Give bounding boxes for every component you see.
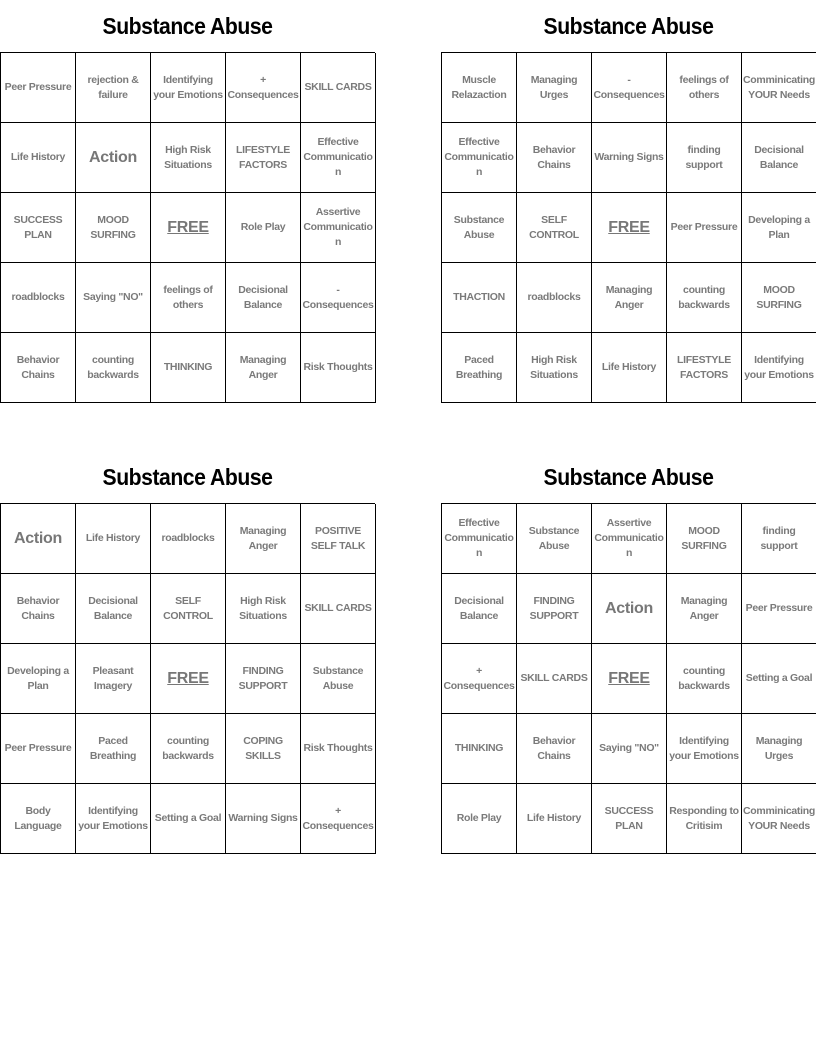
bingo-cell (592, 504, 667, 574)
bingo-cell (592, 123, 667, 193)
bingo-cell (226, 123, 301, 193)
free-space-label: FREE (167, 219, 209, 236)
bingo-cell-label: Substance Abuse (453, 213, 505, 241)
bingo-cell-label: SKILL CARDS (304, 602, 372, 614)
bingo-cell-label: Substance Abuse (312, 664, 364, 692)
bingo-cell (517, 333, 592, 403)
bingo-cell-label: THACTION (453, 291, 505, 303)
card-title: Substance Abuse (102, 464, 273, 490)
bingo-cell-label: THINKING (454, 742, 504, 754)
bingo-cell (301, 193, 376, 263)
bingo-cell (742, 714, 816, 784)
bingo-cell-label: Muscle Relazaction (451, 73, 507, 101)
bingo-cell (517, 784, 592, 854)
bingo-cell-label: counting backwards (678, 664, 730, 692)
bingo-cell (667, 333, 742, 403)
bingo-cell-label: Life History (10, 151, 66, 163)
bingo-cell (226, 53, 301, 123)
bingo-cell-label: roadblocks (527, 291, 581, 303)
bingo-cell (667, 784, 742, 854)
bingo-cell (1, 263, 76, 333)
bingo-cell-label: COPING SKILLS (243, 734, 283, 762)
bingo-cell-label: Peer Pressure (4, 81, 72, 93)
bingo-cell-label: finding support (760, 524, 798, 552)
bingo-cell (301, 504, 376, 574)
bingo-cell (301, 53, 376, 123)
bingo-cell (742, 644, 816, 714)
bingo-cell (301, 574, 376, 644)
bingo-cell-label: Managing Urges (530, 73, 578, 101)
bingo-cell (76, 193, 151, 263)
bingo-cell (592, 333, 667, 403)
bingo-cell-label: Decisional Balance (754, 143, 804, 171)
bingo-cell (226, 714, 301, 784)
bingo-cell (442, 574, 517, 644)
bingo-cell (226, 333, 301, 403)
bingo-cell (517, 504, 592, 574)
card-title: Substance Abuse (543, 13, 714, 39)
bingo-cell (517, 644, 592, 714)
bingo-cell (151, 714, 226, 784)
bingo-cell-label: Managing Anger (239, 353, 287, 381)
bingo-cell-label: MOOD SURFING (681, 524, 727, 552)
bingo-cell (742, 333, 816, 403)
bingo-cell (301, 644, 376, 714)
bingo-cell (76, 504, 151, 574)
bingo-cell (667, 714, 742, 784)
bingo-cell-label: finding support (685, 143, 723, 171)
bingo-cell-label: Managing Anger (605, 283, 653, 311)
bingo-cell (442, 784, 517, 854)
bingo-cell (742, 263, 816, 333)
bingo-cell-label: feelings of others (163, 283, 213, 311)
bingo-cell-label: Comminicating YOUR Needs (743, 804, 815, 832)
bingo-cell (76, 53, 151, 123)
bingo-cell-label: Managing Anger (680, 594, 728, 622)
bingo-cell-label: Peer Pressure (670, 221, 738, 233)
bingo-cell (592, 263, 667, 333)
bingo-card-bottom-right (441, 451, 816, 854)
bingo-cell-label: SELF CONTROL (163, 594, 213, 622)
bingo-cell-label: SUCCESS PLAN (13, 213, 63, 241)
bingo-cell (442, 644, 517, 714)
bingo-cell (667, 123, 742, 193)
bingo-cell-label: Role Play (240, 221, 286, 233)
bingo-cell (76, 333, 151, 403)
bingo-cell (517, 123, 592, 193)
bingo-cell-label: + Consequences (443, 664, 515, 692)
bingo-cell-label: High Risk Situations (239, 594, 287, 622)
bingo-cell-label: FINDING SUPPORT (529, 594, 579, 622)
bingo-cell (151, 123, 226, 193)
bingo-cell (226, 504, 301, 574)
bingo-cell-label: Warning Signs (594, 151, 664, 163)
bingo-cell (151, 784, 226, 854)
bingo-cell (667, 53, 742, 123)
bingo-cell-label: Behavior Chains (16, 594, 60, 622)
bingo-cell (592, 193, 667, 263)
bingo-cell (517, 193, 592, 263)
free-space-label: FREE (167, 670, 209, 687)
bingo-cell-label: LIFESTYLE FACTORS (677, 353, 731, 381)
bingo-cell (1, 193, 76, 263)
bingo-cell-label: Managing Urges (755, 734, 803, 762)
bingo-cell (226, 574, 301, 644)
bingo-cell (151, 193, 226, 263)
bingo-cell (301, 784, 376, 854)
bingo-cell-label: Responding to Critisim (669, 804, 739, 832)
bingo-cell (1, 53, 76, 123)
bingo-cell-label: Effective Communication (444, 517, 514, 559)
bingo-cell-label: roadblocks (161, 532, 215, 544)
bingo-cell-label: FINDING SUPPORT (238, 664, 288, 692)
bingo-cell-label: Developing a Plan (7, 664, 69, 692)
bingo-cell (1, 574, 76, 644)
bingo-grid (441, 503, 816, 854)
bingo-cell (517, 714, 592, 784)
bingo-cell-label: MOOD SURFING (90, 213, 136, 241)
bingo-cell (151, 263, 226, 333)
bingo-cell (742, 574, 816, 644)
bingo-cell (151, 53, 226, 123)
bingo-cell (442, 53, 517, 123)
bingo-cell (592, 53, 667, 123)
bingo-cell (442, 504, 517, 574)
bingo-cell (592, 784, 667, 854)
bingo-grid (0, 52, 375, 403)
bingo-cell-label: rejection & failure (87, 73, 139, 101)
bingo-cell-label: Decisional Balance (238, 283, 288, 311)
bingo-cell-label: SUCCESS PLAN (604, 804, 654, 832)
bingo-cell (667, 504, 742, 574)
bingo-cell (226, 193, 301, 263)
bingo-cell (301, 714, 376, 784)
bingo-cell-label: Assertive Communication (303, 206, 373, 248)
bingo-cell (76, 123, 151, 193)
bingo-cell (742, 784, 816, 854)
bingo-cell (301, 123, 376, 193)
bingo-cell-label: Role Play (456, 812, 502, 824)
bingo-cell (742, 123, 816, 193)
bingo-cell (442, 263, 517, 333)
bingo-cell-label: THINKING (163, 361, 213, 373)
bingo-cell-label: Action (89, 149, 137, 166)
bingo-cell-label: feelings of others (679, 73, 729, 101)
bingo-grid (0, 503, 375, 854)
bingo-cell (76, 574, 151, 644)
bingo-cell (226, 784, 301, 854)
bingo-cell (592, 714, 667, 784)
bingo-cell-label: Risk Thoughts (303, 361, 373, 373)
bingo-grid (441, 52, 816, 403)
bingo-cell-label: Behavior Chains (532, 734, 576, 762)
bingo-cell (742, 53, 816, 123)
bingo-cell-label: Effective Communication (303, 136, 373, 178)
bingo-cell (76, 263, 151, 333)
bingo-cell (517, 263, 592, 333)
bingo-cell (151, 333, 226, 403)
bingo-cell-label: Peer Pressure (4, 742, 72, 754)
bingo-card-top-left (0, 0, 375, 403)
bingo-cell-label: LIFESTYLE FACTORS (236, 143, 290, 171)
bingo-cell (301, 263, 376, 333)
bingo-card-top-right (441, 0, 816, 403)
free-space-label: FREE (608, 670, 650, 687)
bingo-cell-label: Managing Anger (239, 524, 287, 552)
bingo-cell-label: Decisional Balance (454, 594, 504, 622)
bingo-cell (1, 123, 76, 193)
bingo-cell (1, 504, 76, 574)
bingo-cell (301, 333, 376, 403)
bingo-cell-label: Action (605, 600, 653, 617)
bingo-cell (1, 714, 76, 784)
card-title: Substance Abuse (102, 13, 273, 39)
bingo-cell-label: SELF CONTROL (529, 213, 579, 241)
bingo-cell (226, 263, 301, 333)
bingo-cell-label: roadblocks (11, 291, 65, 303)
bingo-cell-label: Effective Communication (444, 136, 514, 178)
bingo-cell-label: counting backwards (87, 353, 139, 381)
bingo-cell-label: Identifying your Emotions (669, 734, 739, 762)
bingo-cell-label: Comminicating YOUR Needs (743, 73, 815, 101)
bingo-cell-label: Life History (85, 532, 141, 544)
bingo-cell-label: Saying "NO" (83, 291, 143, 303)
bingo-cell (1, 644, 76, 714)
bingo-cell (151, 644, 226, 714)
bingo-cell (667, 574, 742, 644)
bingo-cell-label: Substance Abuse (528, 524, 580, 552)
bingo-cell (742, 193, 816, 263)
bingo-cell-label: Pleasant Imagery (92, 664, 134, 692)
bingo-cell (667, 263, 742, 333)
bingo-cell-label: Life History (526, 812, 582, 824)
bingo-cell (667, 193, 742, 263)
bingo-cell-label: Identifying your Emotions (153, 73, 223, 101)
bingo-cell-label: Behavior Chains (16, 353, 60, 381)
bingo-cell-label: MOOD SURFING (756, 283, 802, 311)
bingo-cell (592, 574, 667, 644)
bingo-cell-label: POSITIVE SELF TALK (310, 524, 366, 552)
bingo-cell-label: counting backwards (678, 283, 730, 311)
bingo-cell-label: Life History (601, 361, 657, 373)
bingo-cell (151, 574, 226, 644)
bingo-cell-label: Body Language (14, 804, 62, 832)
bingo-cell-label: Action (14, 530, 62, 547)
bingo-cell-label: Identifying your Emotions (78, 804, 148, 832)
bingo-cell (742, 504, 816, 574)
bingo-cell-label: SKILL CARDS (304, 81, 372, 93)
bingo-cell (76, 714, 151, 784)
bingo-cell (1, 784, 76, 854)
bingo-cell-label: Paced Breathing (455, 353, 503, 381)
bingo-cell-label: High Risk Situations (164, 143, 212, 171)
bingo-cell-label: Developing a Plan (748, 213, 810, 241)
bingo-cell (226, 644, 301, 714)
bingo-cell (151, 504, 226, 574)
bingo-cell-label: Warning Signs (228, 812, 298, 824)
bingo-cell-label: counting backwards (162, 734, 214, 762)
bingo-cell-label: Paced Breathing (89, 734, 137, 762)
bingo-cell (76, 644, 151, 714)
bingo-cell-label: - Consequences (302, 283, 374, 311)
bingo-cell (592, 644, 667, 714)
bingo-cell-label: Assertive Communication (594, 517, 664, 559)
bingo-cell (667, 644, 742, 714)
bingo-cell (442, 123, 517, 193)
free-space-label: FREE (608, 219, 650, 236)
bingo-cell (517, 574, 592, 644)
bingo-cell-label: Identifying your Emotions (744, 353, 814, 381)
card-title: Substance Abuse (543, 464, 714, 490)
bingo-cell-label: SKILL CARDS (520, 672, 588, 684)
bingo-card-bottom-left (0, 451, 375, 854)
bingo-cell-label: + Consequences (302, 804, 374, 832)
bingo-cell-label: Risk Thoughts (303, 742, 373, 754)
bingo-cell-label: Setting a Goal (154, 812, 222, 824)
bingo-cell (442, 714, 517, 784)
bingo-cell (442, 193, 517, 263)
bingo-cell-label: Behavior Chains (532, 143, 576, 171)
bingo-cell (1, 333, 76, 403)
bingo-cell-label: High Risk Situations (530, 353, 578, 381)
bingo-cell-label: + Consequences (227, 73, 299, 101)
bingo-cell (76, 784, 151, 854)
bingo-cell-label: Decisional Balance (88, 594, 138, 622)
bingo-cell-label: Saying "NO" (599, 742, 659, 754)
bingo-cell (517, 53, 592, 123)
bingo-cell-label: - Consequences (593, 73, 665, 101)
bingo-cell-label: Peer Pressure (745, 602, 813, 614)
bingo-cell-label: Setting a Goal (745, 672, 813, 684)
bingo-cell (442, 333, 517, 403)
